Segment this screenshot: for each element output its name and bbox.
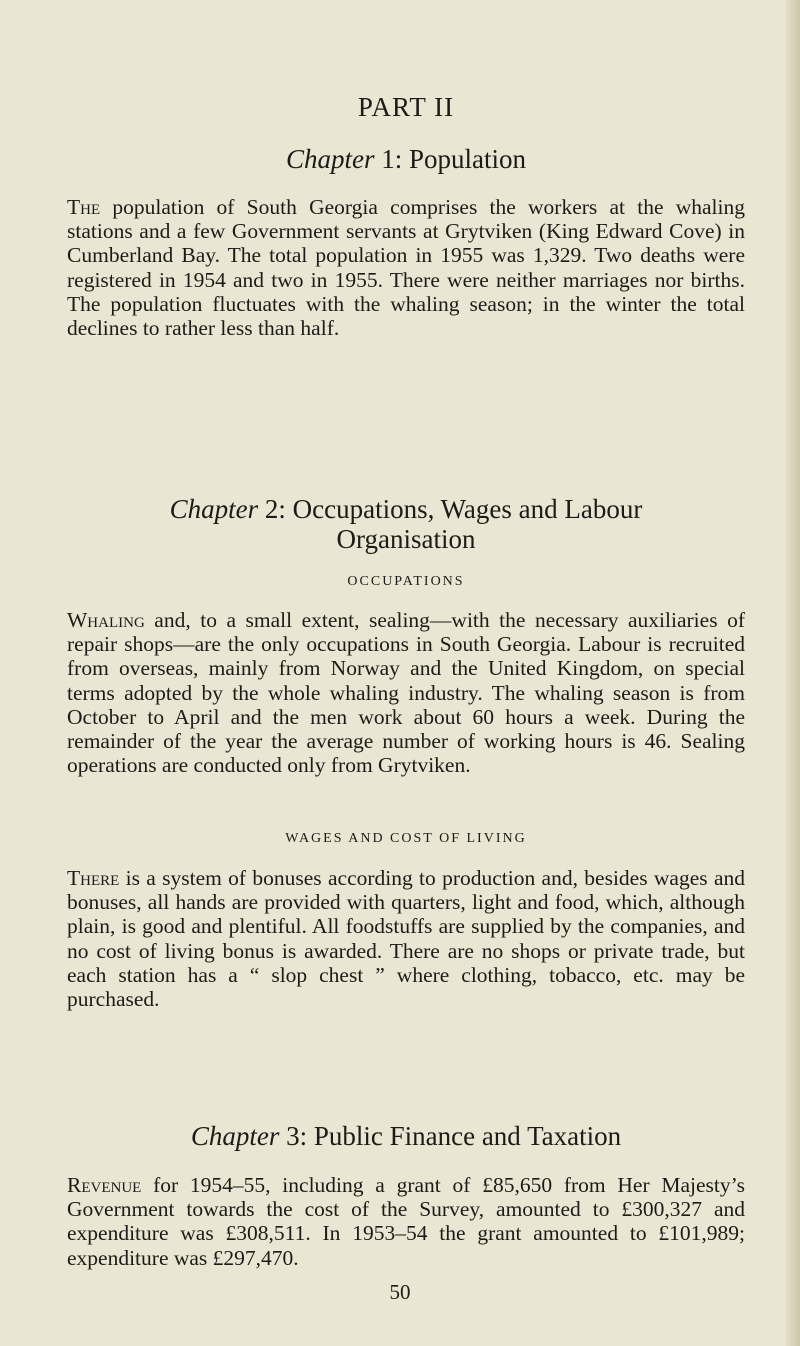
chapter-1-title — [67, 144, 745, 174]
paragraph-lead: Revenue — [67, 1173, 142, 1197]
paragraph-lead: There — [67, 866, 120, 890]
chapter-name: 1: Population — [374, 144, 527, 174]
chapter-name: 3: Public Finance and Taxation — [279, 1121, 622, 1151]
population-paragraph — [67, 195, 745, 340]
chapter-name: 2: Occupations, Wages and Labour — [258, 494, 643, 524]
part-title: PART II — [357, 92, 455, 122]
chapter-name-line2: Organisation — [336, 524, 476, 554]
page-edge — [786, 0, 800, 1346]
chapter-label: Chapter — [285, 144, 375, 174]
paragraph-text: population of South Georgia comprises the workers at the whaling stations and a few Government servants at Grytviken (King Edward Cove) in Cumberland Bay. The total population in 1955 was 1,329. Two deaths were registered in 1954 and two in 1955. There were neither marriages nor births. The population fluctuates with the whaling season; in the winter the total declines to rather less than half. — [67, 195, 745, 341]
page-number: 50 — [389, 1280, 411, 1304]
occupations-paragraph — [67, 608, 745, 777]
paragraph-lead: Whaling — [67, 608, 145, 632]
paragraph-text: for 1954–55, including a grant of £85,650 from Her Majesty’s Government towards the cost of the Survey, amounted to £300,327 and expenditure was £308,511. In 1953–54 the grant amounted to £101,989; expenditure was £297,470. — [67, 1173, 745, 1270]
paragraph-text: is a system of bonuses according to production and, besides wages and bonuses, all hands are provided with quarters, light and food, which, although plain, is good and plentiful. All foodstuffs are supplied by the companies, and no cost of living bonus is awarded. There are no shops or private trade, but each station has a “ slop chest ” where clothing, tobacco, etc. may be purchased. — [67, 866, 745, 1012]
finance-paragraph — [67, 1173, 745, 1270]
chapter-label: Chapter — [169, 494, 259, 524]
wages-paragraph — [67, 866, 745, 1011]
paragraph-lead: The — [67, 195, 101, 219]
chapter-2-title — [67, 494, 745, 554]
section-heading-wages: WAGES AND COST OF LIVING — [285, 831, 527, 846]
paragraph-text: and, to a small extent, sealing—with the necessary auxiliaries of repair shops—are the only occupations in South Georgia. Labour is recruited from overseas, mainly from Norway and the United Kingdom, on special terms adopted by the whole whaling industry. The whaling season is from October to April and the men work about 60 hours a week. During the remainder of the year the average number of working hours is 46. Sealing operations are conducted only from Grytviken. — [67, 608, 745, 778]
chapter-label: Chapter — [190, 1121, 280, 1151]
chapter-3-title — [67, 1121, 745, 1151]
section-heading-occupations: OCCUPATIONS — [347, 574, 465, 589]
